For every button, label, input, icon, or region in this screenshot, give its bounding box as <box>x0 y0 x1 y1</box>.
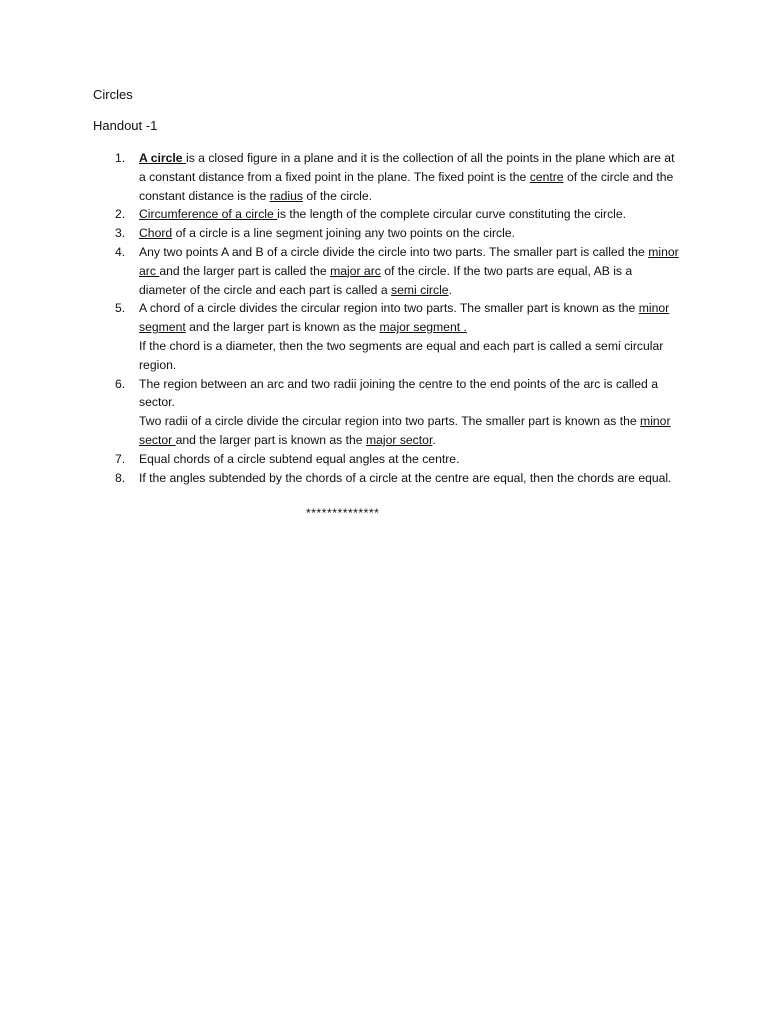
list-item-text: A chord of a circle divides the circular region into two parts. The smaller part is known as the <box>139 301 639 316</box>
underlined-term: Chord <box>139 226 173 241</box>
list-item-number: 7. <box>115 451 126 466</box>
list-item-number: 6. <box>115 376 126 391</box>
underlined-term: minor sector <box>139 414 671 447</box>
list-item <box>115 450 679 469</box>
list-item <box>115 469 679 488</box>
list-item-text: of the circle and the constant distance is the <box>139 169 674 203</box>
list-item-text: is a closed figure in a plane and it is the collection of all the points in the plane which are at a constant distance from a fixed point in the plane. The fixed point is the <box>139 151 675 184</box>
list-item-number: 5. <box>115 301 126 316</box>
underlined-term: minor <box>638 301 670 316</box>
end-separator: ************** <box>306 506 380 520</box>
list-item-number: 8. <box>115 470 126 485</box>
list-item-text: . <box>448 282 452 297</box>
list-item-number: 4. <box>115 244 126 259</box>
underlined-term: A circle <box>139 151 186 165</box>
underlined-term: segment <box>139 320 186 335</box>
list-item <box>115 299 679 374</box>
list-item-number: 2. <box>115 207 126 222</box>
list-item-text: and the larger part is known as the <box>175 432 366 447</box>
underlined-term: centre <box>529 169 564 184</box>
list-item <box>115 149 679 205</box>
underlined-term: major segment . <box>379 320 467 335</box>
list-item-text: is the length of the complete circular curve constituting the circle. <box>277 207 627 222</box>
list-item-text: of the circle. <box>302 188 373 203</box>
underlined-term: semi circle <box>391 282 449 297</box>
list-item-text: of the circle. If the two parts are equal, AB is a diameter of the circle and each part is called a <box>139 263 633 297</box>
list-item-text: and the larger part is known as the <box>185 320 380 335</box>
list-item-text: The region between an arc and two radii joining the centre to the end points of the arc is called a sector. <box>139 376 658 410</box>
underlined-term: major arc <box>330 263 381 278</box>
list-item <box>115 243 679 299</box>
definition-list <box>115 149 679 487</box>
underlined-term: minor arc <box>139 244 679 278</box>
list-item-text: of a circle is a line segment joining any two points on the circle. <box>172 226 515 241</box>
list-item <box>115 224 679 243</box>
list-item-text: If the chord is a diameter, then the two segments are equal and each part is called a semi circular region. <box>139 338 664 372</box>
list-item <box>115 205 679 224</box>
list-item-number: 1. <box>115 151 126 165</box>
list-item <box>115 375 679 450</box>
list-item-text: Two radii of a circle divide the circular region into two parts. The smaller part is known as the <box>139 414 641 429</box>
list-item-text: Equal chords of a circle subtend equal angles at the centre. <box>139 451 460 466</box>
underlined-term: radius <box>269 188 303 203</box>
list-item-text: and the larger part is called the <box>159 263 331 278</box>
underlined-term: major sector <box>365 432 433 447</box>
list-item-text: Any two points A and B of a circle divide the circle into two parts. The smaller part is called the <box>139 244 649 259</box>
list-item-text: . <box>432 432 436 447</box>
underlined-term: Circumference of a circle <box>139 207 278 222</box>
list-item-text: If the angles subtended by the chords of a circle at the centre are equal, then the chords are equal. <box>139 470 672 485</box>
list-item-number: 3. <box>115 226 126 241</box>
document-title: Circles <box>93 87 133 102</box>
document-subtitle: Handout -1 <box>93 118 158 133</box>
